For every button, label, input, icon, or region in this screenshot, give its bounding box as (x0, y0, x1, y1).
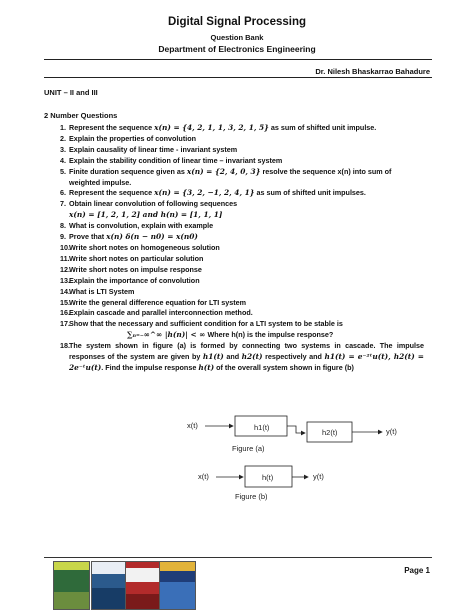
unit-heading: UNIT – II and III (44, 88, 98, 97)
figure-a-arrow-mid (287, 426, 305, 433)
question-13: 13. Explain the importance of convolution (60, 275, 200, 285)
question-17-formula: ∑ₙ₌₋∞^∞ |h(n)| < ∞ Where h(n) is the impulse response? (127, 330, 334, 340)
book-cover-2 (91, 561, 128, 610)
figure-a-block-h2-label: h2(t) (322, 428, 338, 437)
question-1: 1. Represent the sequence x(n) = {4, 2, 1, 1, 3, 2, 1, 5} as sum of shifted unit impulse. (60, 123, 377, 132)
figure-a-block-h1-label: h1(t) (254, 423, 270, 432)
question-9: 9. Prove that x(n) δ(n − n0) = x(n0) (60, 232, 198, 242)
question-7-sequences: x(n) = [1, 2, 1, 2] and h(n) = [1, 1, 1] (69, 210, 223, 220)
book-cover-4 (159, 561, 196, 610)
question-11: 11. Write short notes on particular solution (60, 253, 204, 263)
question-2: 2. Explain the properties of convolution (60, 133, 196, 143)
footer-divider (44, 557, 432, 558)
author-name: Dr. Nilesh Bhaskarrao Bahadure (315, 67, 430, 76)
section-heading: 2 Number Questions (44, 111, 118, 120)
figure-b-input-label: x(t) (198, 472, 209, 481)
question-12: 12. Write short notes on impulse response (60, 264, 202, 274)
page-number: Page 1 (404, 566, 430, 575)
question-8: 8. What is convolution, explain with example (60, 221, 214, 231)
book-cover-1 (53, 561, 90, 610)
question-18: 18. The system shown in figure (a) is formed by connecting two systems in cascade. The impulse responses of the system are given by h1(t) and h2(t) respectively and h1(t) = e⁻²ᵗu(t), h2(t) = 2e⁻ᵗu(t). Find the impulse response h(t) of the overall system shown in figure (b) (60, 341, 424, 372)
document-subtitle: Question Bank (210, 33, 264, 42)
question-15: 15. Write the general difference equation for LTI system (60, 297, 247, 307)
question-7: 7. Obtain linear convolution of following sequences (60, 199, 238, 209)
figure-a-output-label: y(t) (386, 427, 397, 436)
figure-b-output-label: y(t) (313, 472, 324, 481)
question-4: 4. Explain the stability condition of linear time – invariant system (60, 155, 283, 165)
document-title: Digital Signal Processing (167, 16, 307, 28)
figure-b-block-h-label: h(t) (262, 473, 274, 482)
question-3: 3. Explain causality of linear time - invariant system (60, 144, 238, 154)
question-14: 14. What is LTI System (60, 286, 135, 296)
department-name: Department of Electronics Engineering (158, 44, 316, 54)
figure-a-caption: Figure (a) (232, 444, 265, 453)
question-16: 16. Explain cascade and parallel interconnection method. (60, 308, 253, 318)
question-6: 6. Represent the sequence x(n) = {3, 2, −1, 2, 4, 1} as sum of shifted unit impulses. (60, 188, 366, 198)
question-17: 17. Show that the necessary and sufficient condition for a LTI system to be stable is (60, 319, 343, 329)
figure-a-input-label: x(t) (187, 421, 198, 430)
figure-b-caption: Figure (b) (235, 492, 268, 501)
book-cover-3 (125, 561, 162, 610)
question-10: 10. Write short notes on homogeneous solution (60, 242, 220, 252)
question-5: 5. Finite duration sequence given as x(n) = {2, 4, 0, 3} resolve the sequence x(n) into sum of weighted impulse. (60, 166, 392, 187)
